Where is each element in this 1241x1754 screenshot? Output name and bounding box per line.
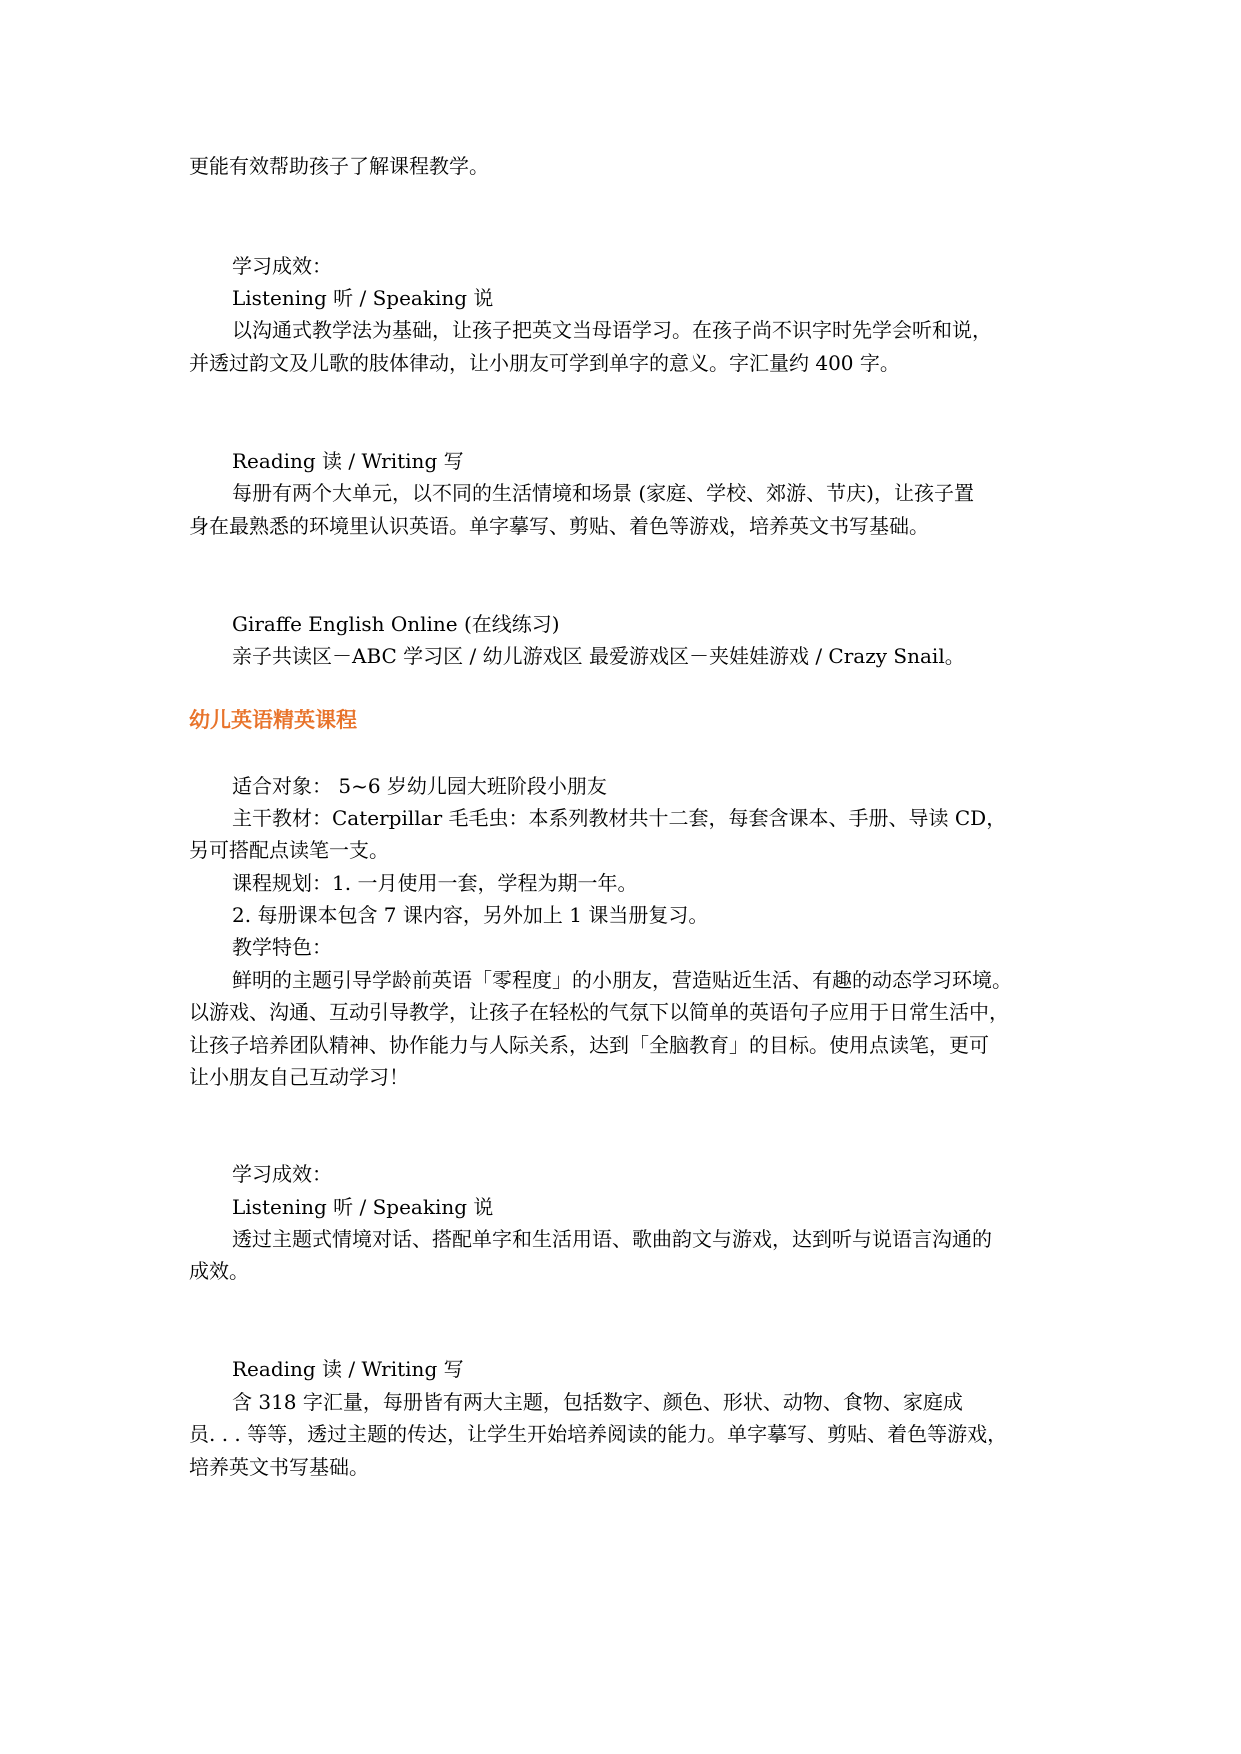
paragraph-line: 身在最熟悉的环境里认识英语。单字摹写、剪贴、着色等游戏，培养英文书写基础。 <box>189 514 929 538</box>
paragraph-line: 另可搭配点读笔一支。 <box>189 838 389 862</box>
paragraph-line: 成效。 <box>189 1259 249 1283</box>
paragraph-line: 亲子共读区－ABC 学习区 / 幼儿游戏区 最爱游戏区－夹娃娃游戏 / Crazy Snail。 <box>232 644 965 668</box>
paragraph-line: 含 318 字汇量，每册皆有两大主题，包括数字、颜色、形状、动物、食物、家庭成 <box>232 1390 963 1414</box>
paragraph-line: 每册有两个大单元，以不同的生活情境和场景 (家庭、学校、郊游、节庆)，让孩子置 <box>232 481 974 505</box>
paragraph-line: 2. 每册课本包含 7 课内容，另外加上 1 课当册复习。 <box>232 903 709 927</box>
reading-writing-label: Reading 读 / Writing 写 <box>232 449 464 473</box>
paragraph-line: 以游戏、沟通、互动引导教学，让孩子在轻松的气氛下以简单的英语句子应用于日常生活中， <box>189 1000 1009 1024</box>
paragraph-line: 主干教材：Caterpillar 毛毛虫：本系列教材共十二套，每套含课本、手册、导读 CD， <box>232 806 1007 830</box>
reading-writing-label: Reading 读 / Writing 写 <box>232 1357 464 1381</box>
audience-line: 适合对象： 5~6 岁幼儿园大班阶段小朋友 <box>232 774 607 798</box>
features-label: 教学特色： <box>232 935 332 959</box>
paragraph-line: 让孩子培养团队精神、协作能力与人际关系，达到「全脑教育」的目标。使用点读笔，更可 <box>189 1033 989 1057</box>
section-title: 幼儿英语精英课程 <box>189 708 357 732</box>
paragraph-line: 员. . . 等等，透过主题的传达，让学生开始培养阅读的能力。单字摹写、剪贴、着色等游戏， <box>189 1422 1008 1446</box>
paragraph-line: 让小朋友自己互动学习！ <box>189 1065 409 1089</box>
listening-speaking-label: Listening 听 / Speaking 说 <box>232 1195 494 1219</box>
paragraph-line: 更能有效帮助孩子了解课程教学。 <box>189 154 489 178</box>
outcomes-label: 学习成效： <box>232 254 332 278</box>
online-label: Giraffe English Online (在线练习) <box>232 612 560 636</box>
paragraph-line: 鲜明的主题引导学龄前英语「零程度」的小朋友，营造贴近生活、有趣的动态学习环境。 <box>232 968 1012 992</box>
outcomes-label: 学习成效： <box>232 1162 332 1186</box>
listening-speaking-label: Listening 听 / Speaking 说 <box>232 286 494 310</box>
paragraph-line: 课程规划：1. 一月使用一套，学程为期一年。 <box>232 871 638 895</box>
paragraph-line: 并透过韵文及儿歌的肢体律动，让小朋友可学到单字的意义。字汇量约 400 字。 <box>189 351 900 375</box>
paragraph-line: 以沟通式教学法为基础，让孩子把英文当母语学习。在孩子尚不识字时先学会听和说， <box>232 318 992 342</box>
paragraph-line: 透过主题式情境对话、搭配单字和生活用语、歌曲韵文与游戏，达到听与说语言沟通的 <box>232 1227 992 1251</box>
paragraph-line: 培养英文书写基础。 <box>189 1455 369 1479</box>
